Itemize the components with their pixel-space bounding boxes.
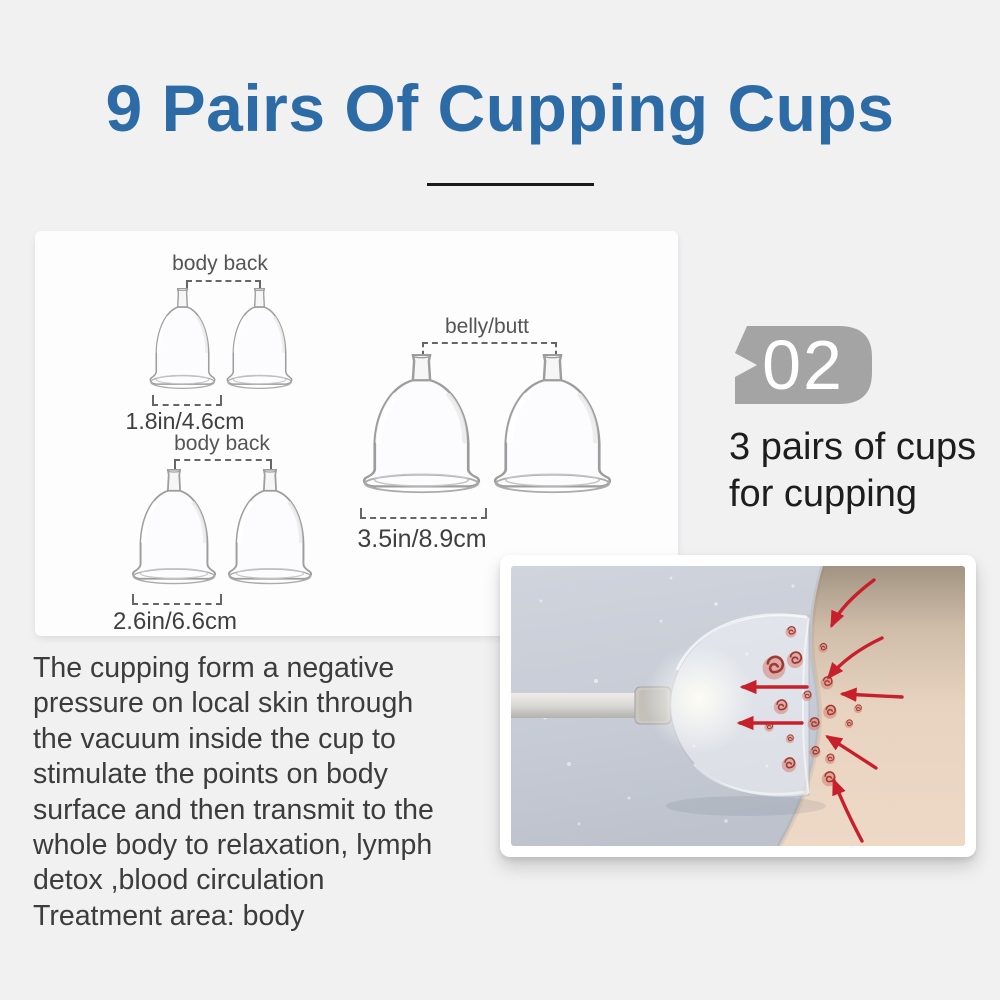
size-label-medium: 2.6in/6.6cm — [112, 608, 238, 635]
cup-pair-large-illustration — [360, 354, 614, 500]
measure-line-medium — [132, 594, 222, 605]
measure-line-large — [360, 508, 487, 519]
step-caption-line: 3 pairs of cups — [729, 426, 977, 468]
cup-pair-medium-illustration — [130, 469, 314, 590]
title-underline — [427, 183, 594, 186]
cupping-suction-illustration — [511, 566, 965, 846]
description-line: whole body to relaxation, lymph — [33, 829, 433, 862]
size-label-small: 1.8in/4.6cm — [125, 408, 245, 434]
cup-pair-small-illustration — [148, 288, 294, 394]
page-title: 9 Pairs Of Cupping Cups — [105, 71, 895, 145]
cup-group-label-large: belly/butt — [444, 315, 530, 338]
step-number: 02 — [762, 326, 844, 404]
cup-group-label-medium: body back — [174, 432, 270, 455]
description-line: pressure on local skin through — [33, 687, 414, 720]
cup-group-label-small: body back — [172, 252, 268, 275]
description-line: surface and then transmit to the — [33, 793, 434, 826]
description-line: detox ,blood circulation — [33, 864, 325, 897]
step-caption — [729, 424, 999, 518]
size-label-large: 3.5in/8.9cm — [357, 525, 487, 553]
description-line: stimulate the points on body — [33, 758, 388, 791]
description-line: the vacuum inside the cup to — [33, 722, 396, 755]
product-description — [33, 651, 505, 934]
measure-line-small — [152, 395, 222, 406]
vacuum-tube — [511, 693, 641, 718]
step-caption-line: for cupping — [729, 473, 918, 515]
description-line: The cupping form a negative — [33, 652, 395, 684]
step-badge — [726, 326, 872, 404]
description-line: Treatment area: body — [33, 899, 305, 932]
cupping-suction-photo — [500, 555, 976, 857]
